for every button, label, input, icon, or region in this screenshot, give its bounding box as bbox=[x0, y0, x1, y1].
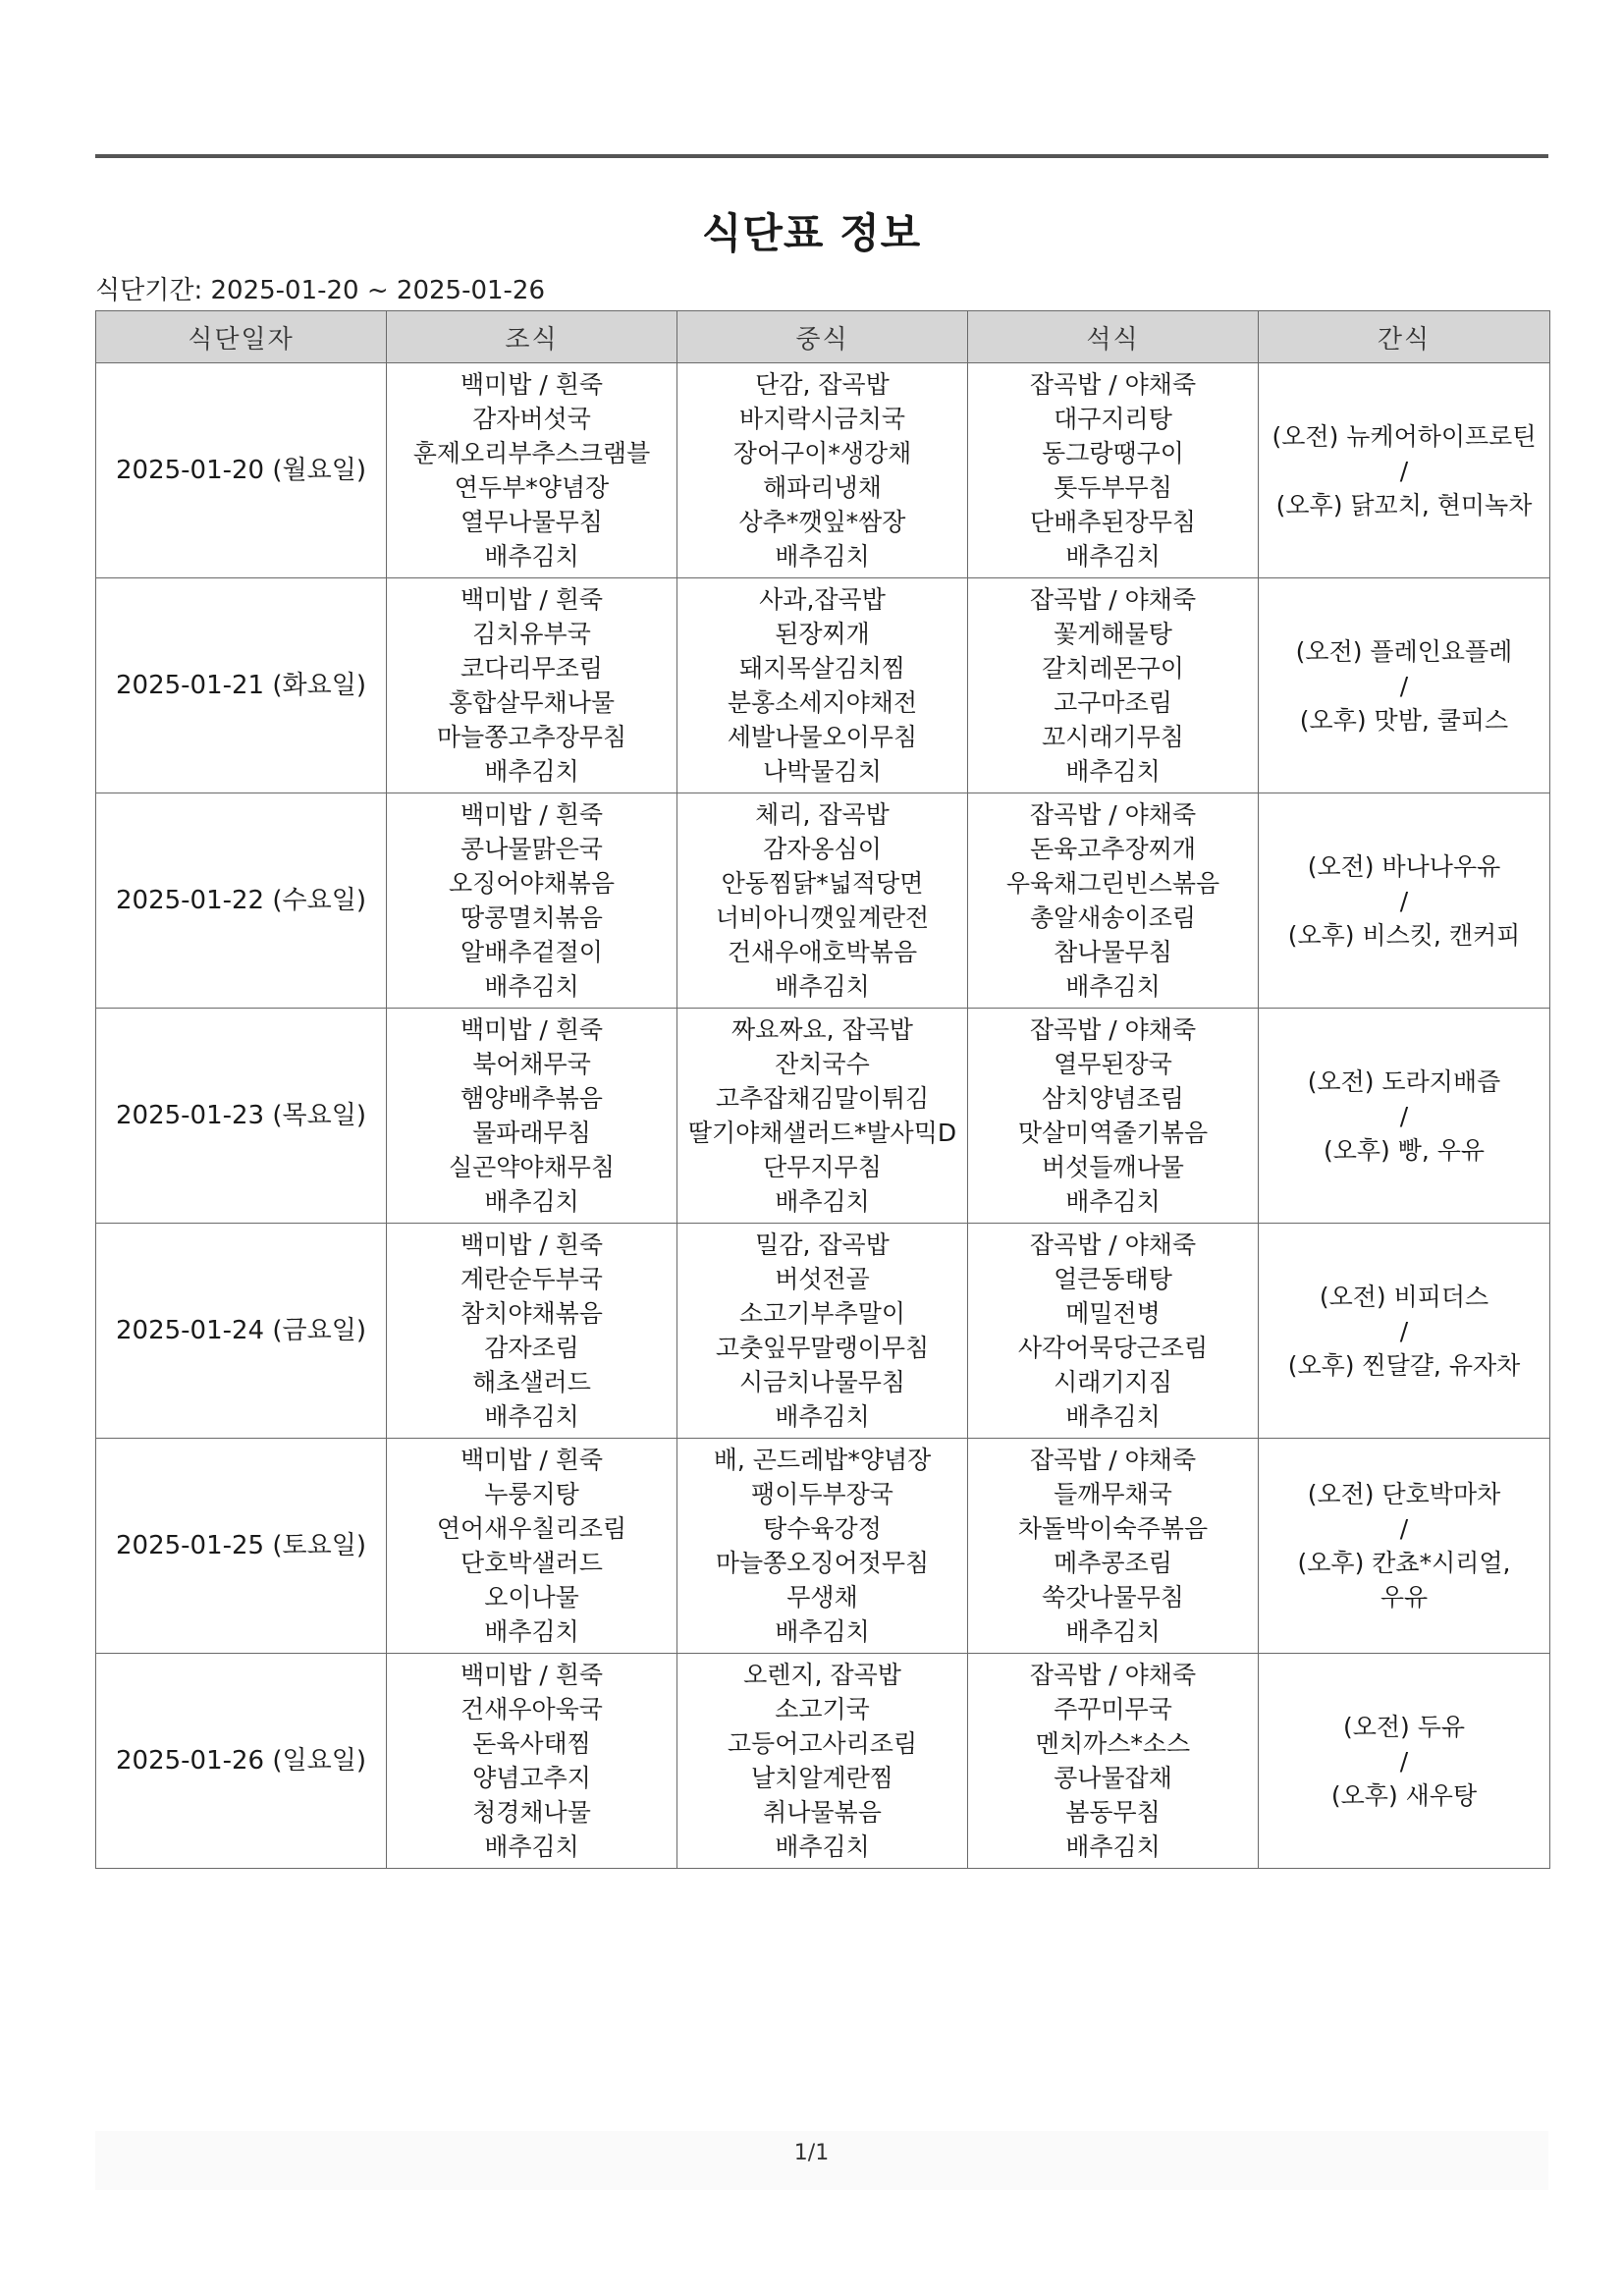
dinner-item: 동그랑땡구이 bbox=[1042, 439, 1184, 467]
snack-item: (오전) 바나나우유 bbox=[1307, 851, 1501, 881]
breakfast-item: 북어채무국 bbox=[472, 1050, 591, 1078]
dinner-item: 얼큰동태탕 bbox=[1054, 1265, 1172, 1293]
dinner-item: 배추김치 bbox=[1065, 972, 1161, 1001]
dinner-item: 시래기지짐 bbox=[1054, 1368, 1172, 1396]
dinner-item: 갈치레몬구이 bbox=[1042, 654, 1184, 683]
lunch-item: 오렌지, 잡곡밥 bbox=[743, 1661, 901, 1689]
header-snack: 간식 bbox=[1259, 311, 1550, 363]
page-title: 식단표 정보 bbox=[701, 209, 922, 257]
breakfast-item: 배추김치 bbox=[484, 1832, 579, 1861]
breakfast-cell bbox=[387, 793, 677, 1009]
breakfast-item: 백미밥 / 흰죽 bbox=[460, 370, 604, 399]
date-cell: 2025-01-25 (토요일) bbox=[96, 1439, 387, 1654]
dinner-cell bbox=[968, 1009, 1259, 1224]
lunch-item: 무생채 bbox=[786, 1583, 858, 1612]
lunch-cell bbox=[677, 1439, 968, 1654]
lunch-item: 짜요짜요, 잡곡밥 bbox=[731, 1015, 913, 1044]
lunch-cell bbox=[677, 1654, 968, 1869]
dinner-item: 멘치까스*소스 bbox=[1035, 1729, 1191, 1758]
lunch-item: 안동찜닭*넓적당면 bbox=[721, 869, 924, 898]
top-rule bbox=[95, 154, 1548, 158]
lunch-item: 잔치국수 bbox=[775, 1050, 870, 1078]
snack-cell bbox=[1259, 793, 1550, 1009]
breakfast-item: 백미밥 / 흰죽 bbox=[460, 1230, 604, 1259]
table-row bbox=[96, 1654, 1550, 1869]
lunch-item: 건새우애호박볶음 bbox=[727, 938, 918, 966]
lunch-item: 단무지무침 bbox=[763, 1153, 882, 1181]
dinner-item: 돈육고추장찌개 bbox=[1029, 835, 1197, 863]
lunch-item: 날치알계란찜 bbox=[751, 1764, 893, 1792]
dinner-item: 고구마조림 bbox=[1054, 688, 1172, 717]
breakfast-item: 백미밥 / 흰죽 bbox=[460, 1661, 604, 1689]
snack-cell bbox=[1259, 1224, 1550, 1439]
lunch-item: 소고기부추말이 bbox=[738, 1299, 906, 1328]
breakfast-item: 계란순두부국 bbox=[460, 1265, 603, 1293]
lunch-item: 배추김치 bbox=[775, 1187, 870, 1216]
lunch-item: 바지락시금치국 bbox=[738, 405, 906, 433]
dinner-item: 잡곡밥 / 야채죽 bbox=[1029, 1661, 1197, 1689]
dinner-item: 잡곡밥 / 야채죽 bbox=[1029, 1230, 1197, 1259]
dinner-item: 잡곡밥 / 야채죽 bbox=[1029, 585, 1197, 614]
lunch-item: 배추김치 bbox=[775, 1832, 870, 1861]
lunch-item: 배추김치 bbox=[775, 1617, 870, 1646]
breakfast-item: 알배추겉절이 bbox=[460, 938, 603, 966]
breakfast-item: 실곤약야채무침 bbox=[448, 1153, 616, 1181]
lunch-cell bbox=[677, 1224, 968, 1439]
lunch-item: 상추*깻잎*쌈장 bbox=[738, 508, 906, 536]
dinner-item: 배추김치 bbox=[1065, 542, 1161, 571]
breakfast-item: 연어새우칠리조림 bbox=[436, 1514, 627, 1543]
snack-item: (오후) 빵, 우유 bbox=[1323, 1135, 1486, 1165]
breakfast-item: 감자버섯국 bbox=[472, 405, 591, 433]
breakfast-item: 누룽지탕 bbox=[484, 1480, 579, 1508]
lunch-item: 시금치나물무침 bbox=[738, 1368, 906, 1396]
snack-item: (오후) 비스킷, 캔커피 bbox=[1287, 920, 1521, 950]
snack-item: (오후) 찐달걀, 유자차 bbox=[1287, 1350, 1521, 1380]
lunch-cell bbox=[677, 793, 968, 1009]
breakfast-item: 열무나물무침 bbox=[460, 508, 603, 536]
snack-cell bbox=[1259, 1439, 1550, 1654]
date-cell: 2025-01-22 (수요일) bbox=[96, 793, 387, 1009]
lunch-item: 버섯전골 bbox=[775, 1265, 870, 1293]
breakfast-item: 배추김치 bbox=[484, 1402, 579, 1431]
snack-item: (오전) 플레인요플레 bbox=[1295, 636, 1513, 666]
breakfast-item: 배추김치 bbox=[484, 542, 579, 571]
table-row bbox=[96, 363, 1550, 578]
dinner-item: 대구지리탕 bbox=[1054, 405, 1172, 433]
breakfast-item: 참치야채볶음 bbox=[460, 1299, 603, 1328]
breakfast-item: 배추김치 bbox=[484, 972, 579, 1001]
breakfast-item: 감자조림 bbox=[484, 1334, 579, 1362]
snack-item: (오전) 비피더스 bbox=[1319, 1282, 1489, 1311]
lunch-item: 배추김치 bbox=[775, 972, 870, 1001]
breakfast-item: 땅콩멸치볶음 bbox=[460, 903, 603, 932]
breakfast-item: 배추김치 bbox=[484, 1617, 579, 1646]
dinner-cell bbox=[968, 578, 1259, 793]
dinner-item: 단배추된장무침 bbox=[1029, 508, 1197, 536]
lunch-item: 나박물김치 bbox=[763, 757, 882, 786]
breakfast-item: 김치유부국 bbox=[472, 620, 591, 648]
breakfast-item: 백미밥 / 흰죽 bbox=[460, 585, 604, 614]
snack-item: / bbox=[1399, 671, 1409, 700]
table-row bbox=[96, 1439, 1550, 1654]
lunch-item: 된장찌개 bbox=[775, 620, 870, 648]
header-lunch: 중식 bbox=[677, 311, 968, 363]
dinner-item: 총알새송이조림 bbox=[1029, 903, 1197, 932]
dinner-item: 차돌박이숙주볶음 bbox=[1017, 1514, 1209, 1543]
breakfast-item: 훈제오리부추스크램블 bbox=[412, 439, 651, 467]
lunch-cell bbox=[677, 363, 968, 578]
breakfast-item: 건새우아욱국 bbox=[460, 1695, 603, 1723]
breakfast-cell bbox=[387, 1439, 677, 1654]
breakfast-cell bbox=[387, 578, 677, 793]
breakfast-item: 배추김치 bbox=[484, 757, 579, 786]
lunch-item: 해파리냉채 bbox=[763, 473, 882, 502]
dinner-item: 잡곡밥 / 야채죽 bbox=[1029, 370, 1197, 399]
snack-item: (오후) 칸쵸*시리얼, bbox=[1297, 1549, 1511, 1577]
breakfast-item: 콩나물맑은국 bbox=[460, 835, 603, 863]
dinner-item: 맛살미역줄기볶음 bbox=[1017, 1119, 1209, 1147]
breakfast-item: 햄양배추볶음 bbox=[460, 1084, 603, 1113]
lunch-item: 배추김치 bbox=[775, 542, 870, 571]
lunch-cell bbox=[677, 1009, 968, 1224]
dinner-item: 들깨무채국 bbox=[1054, 1480, 1172, 1508]
dinner-item: 버섯들깨나물 bbox=[1042, 1153, 1184, 1181]
breakfast-cell bbox=[387, 1224, 677, 1439]
menu-period: 식단기간: 2025-01-20 ~ 2025-01-26 bbox=[95, 276, 546, 305]
dinner-item: 사각어묵당근조림 bbox=[1017, 1334, 1209, 1362]
breakfast-item: 홍합살무채나물 bbox=[448, 688, 616, 717]
dinner-item: 배추김치 bbox=[1065, 1187, 1161, 1216]
date-cell: 2025-01-23 (목요일) bbox=[96, 1009, 387, 1224]
breakfast-cell bbox=[387, 363, 677, 578]
table-body bbox=[96, 363, 1550, 1869]
snack-cell bbox=[1259, 578, 1550, 793]
breakfast-item: 단호박샐러드 bbox=[460, 1549, 603, 1577]
snack-item: (오전) 뉴케어하이프로틴 bbox=[1271, 421, 1537, 451]
snack-item: / bbox=[1399, 1514, 1409, 1543]
dinner-item: 열무된장국 bbox=[1054, 1050, 1172, 1078]
lunch-item: 세발나물오이무침 bbox=[727, 723, 918, 751]
lunch-item: 탕수육강정 bbox=[763, 1514, 882, 1543]
dinner-cell bbox=[968, 1654, 1259, 1869]
snack-item: (오전) 두유 bbox=[1342, 1712, 1466, 1741]
lunch-item: 배추김치 bbox=[775, 1402, 870, 1431]
lunch-item: 배, 곤드레밥*양념장 bbox=[713, 1446, 932, 1474]
dinner-item: 주꾸미무국 bbox=[1054, 1695, 1172, 1723]
snack-item: (오후) 닭꼬치, 현미녹차 bbox=[1275, 490, 1533, 519]
header-date: 식단일자 bbox=[96, 311, 387, 363]
dinner-item: 배추김치 bbox=[1065, 1617, 1161, 1646]
dinner-item: 참나물무침 bbox=[1054, 938, 1172, 966]
dinner-item: 봄동무침 bbox=[1065, 1798, 1161, 1827]
lunch-item: 딸기야채샐러드*발사믹D bbox=[687, 1119, 957, 1147]
lunch-item: 돼지목살김치찜 bbox=[738, 654, 906, 683]
snack-cell bbox=[1259, 1009, 1550, 1224]
snack-item: / bbox=[1399, 456, 1409, 485]
table-header-row bbox=[96, 311, 1550, 363]
lunch-item: 고추잡채김말이튀김 bbox=[715, 1084, 930, 1113]
breakfast-item: 백미밥 / 흰죽 bbox=[460, 1015, 604, 1044]
lunch-item: 감자옹심이 bbox=[763, 835, 882, 863]
table-row bbox=[96, 1224, 1550, 1439]
menu-table bbox=[95, 310, 1550, 1869]
header-dinner: 석식 bbox=[968, 311, 1259, 363]
lunch-item: 고등어고사리조림 bbox=[727, 1729, 918, 1758]
breakfast-item: 마늘쫑고추장무침 bbox=[436, 723, 627, 751]
table-row bbox=[96, 1009, 1550, 1224]
dinner-item: 배추김치 bbox=[1065, 757, 1161, 786]
lunch-item: 분홍소세지야채전 bbox=[727, 688, 918, 717]
breakfast-item: 해초샐러드 bbox=[472, 1368, 591, 1396]
dinner-item: 잡곡밥 / 야채죽 bbox=[1029, 800, 1197, 829]
dinner-item: 잡곡밥 / 야채죽 bbox=[1029, 1015, 1197, 1044]
dinner-cell bbox=[968, 1439, 1259, 1654]
lunch-item: 사과,잡곡밥 bbox=[759, 585, 886, 614]
breakfast-item: 백미밥 / 흰죽 bbox=[460, 1446, 604, 1474]
breakfast-item: 오이나물 bbox=[484, 1583, 579, 1612]
lunch-item: 장어구이*생강채 bbox=[732, 439, 912, 467]
header-breakfast: 조식 bbox=[387, 311, 677, 363]
lunch-item: 팽이두부장국 bbox=[751, 1480, 893, 1508]
snack-item: (오후) 맛밤, 쿨피스 bbox=[1299, 705, 1509, 735]
date-cell: 2025-01-26 (일요일) bbox=[96, 1654, 387, 1869]
dinner-item: 쑥갓나물무침 bbox=[1042, 1583, 1184, 1612]
dinner-item: 삼치양념조림 bbox=[1042, 1084, 1184, 1113]
dinner-item: 꽃게해물탕 bbox=[1054, 620, 1172, 648]
dinner-cell bbox=[968, 363, 1259, 578]
breakfast-item: 돈육사태찜 bbox=[472, 1729, 591, 1758]
snack-item: / bbox=[1399, 1101, 1409, 1130]
table-row bbox=[96, 578, 1550, 793]
breakfast-item: 배추김치 bbox=[484, 1187, 579, 1216]
dinner-cell bbox=[968, 793, 1259, 1009]
page-number: 1/1 bbox=[793, 2141, 830, 2165]
dinner-item: 메밀전병 bbox=[1065, 1299, 1161, 1328]
snack-item: (오후) 새우탕 bbox=[1330, 1780, 1478, 1810]
snack-item: (오전) 도라지배즙 bbox=[1307, 1066, 1501, 1096]
breakfast-item: 물파래무침 bbox=[472, 1119, 591, 1147]
dinner-item: 우육채그린빈스볶음 bbox=[1005, 869, 1220, 898]
lunch-item: 소고기국 bbox=[775, 1695, 870, 1723]
snack-item: (오전) 단호박마차 bbox=[1307, 1480, 1501, 1508]
snack-cell bbox=[1259, 1654, 1550, 1869]
lunch-item: 단감, 잡곡밥 bbox=[755, 370, 890, 399]
breakfast-item: 백미밥 / 흰죽 bbox=[460, 800, 604, 829]
snack-cell bbox=[1259, 363, 1550, 578]
snack-item: / bbox=[1399, 886, 1409, 915]
breakfast-item: 청경채나물 bbox=[472, 1798, 591, 1827]
dinner-item: 톳두부무침 bbox=[1054, 473, 1172, 502]
date-cell: 2025-01-20 (월요일) bbox=[96, 363, 387, 578]
lunch-item: 고춧잎무말랭이무침 bbox=[715, 1334, 930, 1362]
lunch-item: 체리, 잡곡밥 bbox=[755, 800, 890, 829]
breakfast-cell bbox=[387, 1009, 677, 1224]
lunch-cell bbox=[677, 578, 968, 793]
dinner-item: 배추김치 bbox=[1065, 1832, 1161, 1861]
dinner-cell bbox=[968, 1224, 1259, 1439]
lunch-item: 너비아니깻잎계란전 bbox=[715, 903, 930, 932]
lunch-item: 마늘쫑오징어젓무침 bbox=[715, 1549, 930, 1577]
dinner-item: 메추콩조림 bbox=[1054, 1549, 1172, 1577]
dinner-item: 꼬시래기무침 bbox=[1042, 723, 1184, 751]
table-row bbox=[96, 793, 1550, 1009]
date-cell: 2025-01-21 (화요일) bbox=[96, 578, 387, 793]
breakfast-item: 연두부*양념장 bbox=[454, 473, 610, 502]
breakfast-item: 코다리무조림 bbox=[460, 654, 603, 683]
lunch-item: 취나물볶음 bbox=[763, 1798, 882, 1827]
lunch-item: 밀감, 잡곡밥 bbox=[755, 1230, 890, 1259]
breakfast-cell bbox=[387, 1654, 677, 1869]
dinner-item: 배추김치 bbox=[1065, 1402, 1161, 1431]
date-cell: 2025-01-24 (금요일) bbox=[96, 1224, 387, 1439]
dinner-item: 잡곡밥 / 야채죽 bbox=[1029, 1446, 1197, 1474]
dinner-item: 콩나물잡채 bbox=[1054, 1764, 1172, 1792]
snack-item: / bbox=[1399, 1316, 1409, 1345]
snack-item: 우유 bbox=[1380, 1583, 1429, 1612]
breakfast-item: 오징어야채볶음 bbox=[448, 869, 616, 898]
snack-item: / bbox=[1399, 1746, 1409, 1776]
breakfast-item: 양념고추지 bbox=[472, 1764, 591, 1792]
